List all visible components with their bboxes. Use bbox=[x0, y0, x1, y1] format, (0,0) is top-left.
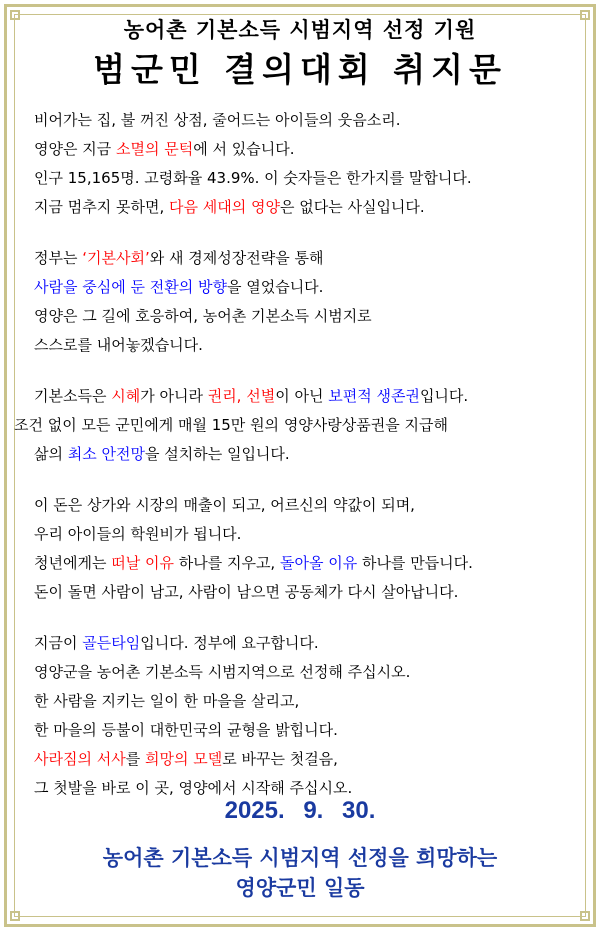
text-segment: 가 아니라 bbox=[140, 387, 208, 405]
highlighted-phrase: 사라짐의 서사 bbox=[34, 750, 126, 768]
highlighted-phrase: 시혜 bbox=[111, 387, 141, 405]
text-segment: 한 마을의 등불이 대한민국의 균형을 밝힙니다. bbox=[34, 721, 338, 739]
text-segment: 이 아닌 bbox=[275, 387, 329, 405]
highlighted-phrase: 떠날 이유 bbox=[111, 554, 174, 572]
text-segment: 영양은 지금 bbox=[34, 140, 116, 158]
paragraph bbox=[34, 629, 594, 803]
corner-square-bottom-left bbox=[10, 911, 20, 921]
text-line bbox=[34, 302, 594, 331]
text-segment: 정부는 bbox=[34, 249, 83, 267]
text-line bbox=[34, 244, 594, 273]
text-line bbox=[34, 687, 594, 716]
highlighted-phrase: 사람을 중심에 둔 전환의 방향 bbox=[34, 278, 227, 296]
text-segment: 하나를 만듭니다. bbox=[357, 554, 473, 572]
text-segment: 입니다. bbox=[419, 387, 469, 405]
text-line bbox=[34, 745, 594, 774]
text-line bbox=[34, 382, 594, 411]
text-line bbox=[34, 106, 594, 135]
signatory-line-2: 영양군민 일동 bbox=[235, 876, 365, 900]
text-segment: 그 첫발을 바로 이 곳, 영양에서 시작해 주십시오. bbox=[34, 779, 353, 797]
text-segment: 입니다. 정부에 요구합니다. bbox=[140, 634, 319, 652]
highlighted-phrase: 보편적 생존권 bbox=[328, 387, 420, 405]
text-line bbox=[34, 629, 594, 658]
text-segment: 청년에게는 bbox=[34, 554, 112, 572]
paragraph-gap bbox=[34, 469, 594, 491]
paragraph bbox=[34, 106, 594, 222]
text-segment: 은 없다는 사실입니다. bbox=[279, 198, 425, 216]
text-segment: 영양군을 농어촌 기본소득 시범지역으로 선정해 주십시오. bbox=[34, 663, 411, 681]
text-segment: 하나를 지우고, bbox=[173, 554, 280, 572]
text-segment: 돈이 돌면 사람이 남고, 사람이 남으면 공동체가 다시 살아납니다. bbox=[34, 583, 459, 601]
signatory-line-1: 농어촌 기본소득 시범지역 선정을 희망하는 bbox=[102, 846, 498, 870]
paragraph-gap bbox=[34, 222, 594, 244]
document-subtitle: 농어촌 기본소득 시범지역 선정 기원 bbox=[123, 17, 477, 42]
text-segment: 지금이 bbox=[34, 634, 83, 652]
highlighted-phrase: 최소 안전망 bbox=[67, 445, 145, 463]
text-line bbox=[34, 549, 594, 578]
highlighted-phrase: 골든타임 bbox=[82, 634, 141, 652]
highlighted-phrase: 다음 세대의 영양 bbox=[169, 198, 280, 216]
text-segment: 인구 15,165명. 고령화율 43.9%. 이 숫자들은 한가지를 말합니다. bbox=[34, 169, 472, 187]
document-title: 범군민 결의대회 취지문 bbox=[93, 50, 507, 89]
paragraph-gap bbox=[34, 360, 594, 382]
text-line bbox=[34, 440, 594, 469]
highlighted-phrase: 돌아올 이유 bbox=[279, 554, 358, 572]
highlighted-phrase: 소멸의 문턱 bbox=[116, 140, 194, 158]
paragraph-gap bbox=[34, 607, 594, 629]
text-line bbox=[34, 578, 594, 607]
text-segment: 영양은 그 길에 호응하여, 농어촌 기본소득 시범지로 bbox=[34, 307, 372, 325]
text-segment: 를 bbox=[125, 750, 145, 768]
highlighted-phrase: 희망의 모델 bbox=[144, 750, 223, 768]
text-segment: 을 열었습니다. bbox=[226, 278, 324, 296]
text-segment: 을 설치하는 일입니다. bbox=[144, 445, 290, 463]
paragraph bbox=[34, 244, 594, 360]
text-segment: 지금 멈추지 못하면, bbox=[34, 198, 169, 216]
text-line bbox=[14, 411, 594, 440]
paragraph bbox=[14, 382, 594, 469]
paragraph bbox=[34, 491, 594, 607]
text-segment: 비어가는 집, 불 꺼진 상점, 줄어드는 아이들의 웃음소리. bbox=[34, 111, 401, 129]
text-segment: 스스로를 내어놓겠습니다. bbox=[34, 336, 203, 354]
corner-square-bottom-right bbox=[580, 911, 590, 921]
text-line bbox=[34, 520, 594, 549]
highlighted-phrase: ‘기본사회’ bbox=[82, 249, 150, 267]
statement-body bbox=[14, 106, 594, 803]
text-line bbox=[34, 273, 594, 302]
text-line bbox=[34, 658, 594, 687]
text-line bbox=[34, 135, 594, 164]
text-segment: 이 돈은 상가와 시장의 매출이 되고, 어르신의 약값이 되며, bbox=[34, 496, 415, 514]
text-segment: 와 새 경제성장전략을 통해 bbox=[149, 249, 324, 267]
text-segment: 조건 없이 모든 군민에게 매월 15만 원의 영양사랑상품권을 지급해 bbox=[14, 416, 448, 434]
document-date: 2025. 9. 30. bbox=[224, 797, 376, 824]
text-line bbox=[34, 164, 594, 193]
text-segment: 로 바꾸는 첫걸음, bbox=[222, 750, 338, 768]
text-segment: 한 사람을 지키는 일이 한 마을을 살리고, bbox=[34, 692, 300, 710]
text-segment: 삶의 bbox=[34, 445, 68, 463]
text-line bbox=[34, 491, 594, 520]
highlighted-phrase: 권리, 선별 bbox=[207, 387, 276, 405]
text-line bbox=[34, 331, 594, 360]
text-line bbox=[34, 716, 594, 745]
text-line bbox=[34, 193, 594, 222]
text-segment: 에 서 있습니다. bbox=[193, 140, 295, 158]
text-segment: 우리 아이들의 학원비가 됩니다. bbox=[34, 525, 242, 543]
text-segment: 기본소득은 bbox=[34, 387, 112, 405]
